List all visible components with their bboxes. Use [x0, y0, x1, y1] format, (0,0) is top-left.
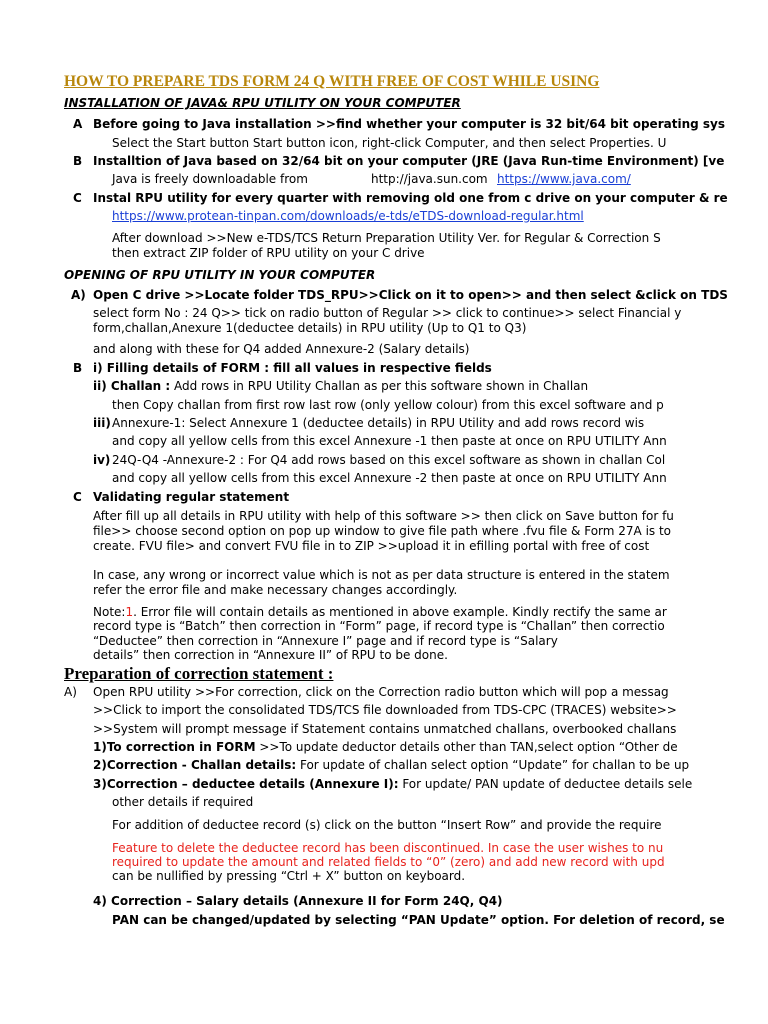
note-prefix: Note: — [93, 605, 126, 619]
validate-line2: file>> choose second option on pop up window to give file path where .fvu file & Form 27A is to — [93, 524, 672, 538]
correction-deductee-sub: other details if required — [112, 795, 254, 809]
install-c-label: C — [73, 191, 82, 205]
java-sun-url: http://java.sun.com — [371, 172, 488, 186]
correction-deductee-label: 3)Correction – deductee details (Annexure I): — [93, 777, 399, 791]
install-a-sub: Select the Start button Start button icon, right-click Computer, and then select Properties. U — [112, 136, 667, 150]
annexure1-step-label: iii) — [93, 416, 111, 430]
challan-step-label: ii) Challan : — [93, 379, 171, 393]
annexure2-step-label: iv) — [93, 453, 111, 467]
install-b-text: Installtion of Java based on 32/64 bit on your computer (JRE (Java Run-time Environment) [ve — [93, 154, 725, 168]
annexure2-step-sub: and copy all yellow cells from this excel Annexure -2 then paste at once on RPU UTILITY Ann — [112, 471, 667, 485]
correction-form-label: 1)To correction in FORM — [93, 740, 256, 754]
delete-warning-line1: Feature to delete the deductee record has been discontinued. In case the user wishes to nu — [112, 841, 664, 855]
correction-a-label: A) — [64, 685, 77, 699]
note-line3: “Deductee” then correction in “Annexure I” page and if record type is “Salary — [93, 634, 558, 648]
note-line4: details” then correction in “Annexure II” of RPU to be done. — [93, 648, 448, 662]
install-c-sub1: After download >>New e-TDS/TCS Return Preparation Utility Ver. for Regular & Correction S — [112, 231, 661, 245]
opening-c-label: C — [73, 490, 82, 504]
correction-insert-row: For addition of deductee record (s) click on the button “Insert Row” and provide the require — [112, 818, 662, 832]
opening-c-text: Validating regular statement — [93, 490, 290, 504]
opening-a-label: A) — [71, 288, 86, 302]
install-a-text: Before going to Java installation >>find whether your computer is 32 bit/64 bit operating sys — [93, 117, 725, 131]
correction-challan-label: 2)Correction - Challan details: — [93, 758, 297, 772]
page-title: HOW TO PREPARE TDS FORM 24 Q WITH FREE OF COST WHILE USING — [64, 73, 600, 90]
java-download-note: Java is freely downloadable from — [112, 172, 308, 186]
rpu-download-link[interactable]: https://www.protean-tinpan.com/downloads/e-tds/eTDS-download-regular.html — [112, 209, 584, 223]
correction-a-line3: >>System will prompt message if Statement contains unmatched challans, overbooked challans — [93, 722, 677, 736]
opening-heading: OPENING OF RPU UTILITY IN YOUR COMPUTER — [64, 268, 376, 282]
annexure1-step-text: Annexure-1: Select Annexure 1 (deductee details) in RPU Utility and add rows record wis — [112, 416, 645, 430]
install-b-label: B — [73, 154, 83, 168]
correction-deductee-text: For update/ PAN update of deductee details sele — [398, 777, 693, 791]
correction-deductee-step — [93, 777, 692, 792]
correction-form-text: >>To update deductor details other than TAN,select option “Other de — [255, 740, 678, 754]
java-download-link[interactable]: https://www.java.com/ — [497, 172, 631, 186]
correction-challan-text: For update of challan select option “Update” for challan to be up — [296, 758, 690, 772]
challan-step — [93, 379, 588, 394]
challan-step-text: Add rows in RPU Utility Challan as per this software shown in Challan — [170, 379, 589, 393]
correction-a-line2: >>Click to import the consolidated TDS/TCS file downloaded from TDS-CPC (TRACES) website>> — [93, 703, 677, 717]
correction-heading: Preparation of correction statement : — [64, 664, 334, 683]
validate-line1: After fill up all details in RPU utility with help of this software >> then click on Save button for fu — [93, 509, 674, 523]
challan-step-sub: then Copy challan from first row last row (only yellow colour) from this excel software and p — [112, 398, 664, 412]
opening-a-sub3: and along with these for Q4 added Annexure-2 (Salary details) — [93, 342, 470, 356]
correction-salary-sub: PAN can be changed/updated by selecting “PAN Update” option. For deletion of record, se — [112, 913, 725, 927]
install-a-label: A — [73, 117, 83, 131]
correction-salary-step: 4) Correction – Salary details (Annexure II for Form 24Q, Q4) — [93, 894, 503, 908]
validate-line5: refer the error file and make necessary changes accordingly. — [93, 583, 458, 597]
opening-a-text: Open C drive >>Locate folder TDS_RPU>>Click on it to open>> and then select &click on TDS — [93, 288, 728, 302]
opening-a-sub2: form,challan,Anexure 1(deductee details) in RPU utility (Up to Q1 to Q3) — [93, 321, 527, 335]
note-number: 1 — [125, 605, 134, 619]
delete-warning-line3: can be nullified by pressing “Ctrl + X” button on keyboard. — [112, 869, 466, 883]
validate-line3: create. FVU file> and convert FVU file in to ZIP >>upload it in efilling portal with free of cost — [93, 539, 650, 553]
note-line1 — [93, 605, 667, 620]
validate-line4: In case, any wrong or incorrect value which is not as per data structure is entered in the statem — [93, 568, 670, 582]
install-c-text: Instal RPU utility for every quarter with removing old one from c drive on your computer & re — [93, 191, 728, 205]
note-text: . Error file will contain details as mentioned in above example. Kindly rectify the same ar — [133, 605, 667, 619]
annexure2-step-text: 24Q-Q4 -Annexure-2 : For Q4 add rows based on this excel software as shown in challan Col — [112, 453, 666, 467]
correction-challan-step — [93, 758, 689, 773]
delete-warning-line2: required to update the amount and related fields to “0” (zero) and add new record with upd — [112, 855, 665, 869]
note-line2: record type is “Batch” then correction in “Form” page, if record type is “Challan” then correctio — [93, 619, 665, 633]
opening-b-label: B — [73, 361, 83, 375]
install-heading: INSTALLATION OF JAVA& RPU UTILITY ON YOUR COMPUTER — [64, 96, 461, 110]
opening-a-sub1: select form No : 24 Q>> tick on radio button of Regular >> click to continue>> select Financial y — [93, 306, 682, 320]
install-c-sub2: then extract ZIP folder of RPU utility on your C drive — [112, 246, 425, 260]
correction-a-line1: Open RPU utility >>For correction, click on the Correction radio button which will pop a messag — [93, 685, 669, 699]
opening-b-text: i) Filling details of FORM : fill all values in respective fields — [93, 361, 492, 375]
correction-form-step — [93, 740, 678, 755]
annexure1-step-sub: and copy all yellow cells from this excel Annexure -1 then paste at once on RPU UTILITY Ann — [112, 434, 667, 448]
